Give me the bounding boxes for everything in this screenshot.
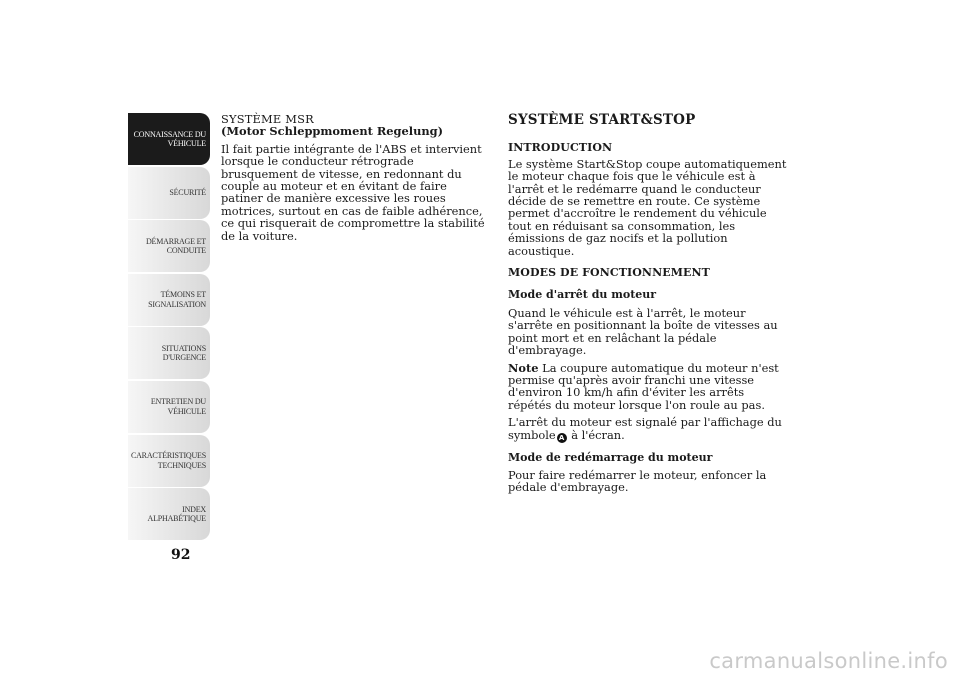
signal-paragraph [508, 416, 788, 442]
tab-index-alphabetique[interactable]: INDEX ALPHABÉTIQUE [128, 488, 210, 540]
chapter-sidebar [128, 113, 210, 542]
restart-mode-body: Pour faire redémarrer le moteur, enfoncer la pédale d'embrayage. [508, 467, 767, 495]
restart-mode-heading: Mode de redémarrage du moteur [508, 450, 713, 464]
stop-mode-body: Quand le véhicule est à l'arrêt, le moteur s'arrête en positionnant la boîte de vitesses au point mort et en relâchant la pédale d'embrayage. [508, 305, 778, 358]
tab-temoins-et-signalisation[interactable]: TÉMOINS ET SIGNALISATION [128, 274, 210, 326]
intro-heading: INTRODUCTION [508, 141, 613, 155]
note-label: Note [508, 360, 539, 375]
start-stop-symbol-icon: A [557, 433, 567, 443]
msr-subtitle-open: ( [221, 124, 227, 139]
watermark: carmanualsonline.info [709, 649, 948, 673]
page-number: 92 [171, 547, 191, 563]
start-stop-section [508, 114, 788, 499]
tab-caracteristiques-techniques[interactable]: CARACTÉRISTIQUES TECHNIQUES [128, 435, 210, 487]
modes-heading: MODES DE FONCTIONNEMENT [508, 266, 710, 280]
msr-subtitle [221, 125, 491, 137]
signal-text-after: à l'écran. [567, 427, 625, 442]
msr-subtitle-text: Motor Schleppmoment Regelung [226, 124, 438, 139]
tab-demarrage-et-conduite[interactable]: DÉMARRAGE ET CONDUITE [128, 220, 210, 272]
msr-body: Il fait partie intégrante de l'ABS et intervient lorsque le conducteur rétrograde brusquement de vitesse, en redonnant du couple au moteur et en évitant de faire patiner de manière excessive les roues motrices, surtout en cas de faible adhérence, ce qui risquerait de compromettre la stabilité de la voiture. [221, 141, 485, 243]
tab-situations-d-urgence[interactable]: SITUATIONS D'URGENCE [128, 327, 210, 379]
tab-securite[interactable]: SÉCURITÉ [128, 167, 210, 219]
msr-subtitle-close: ) [437, 124, 443, 139]
start-stop-title: SYSTÈME START&STOP [508, 112, 696, 128]
msr-title: SYSTÈME MSR [221, 112, 314, 126]
note-paragraph [508, 362, 788, 412]
stop-mode-heading: Mode d'arrêt du moteur [508, 288, 657, 302]
note-body: La coupure automatique du moteur n'est permise qu'après avoir franchi une vitesse d'environ 10 km/h afin d'éviter les arrêts répétés du moteur lorsque l'on roule au pas. [508, 360, 779, 412]
tab-connaissance-du-vehicule[interactable]: CONNAISSANCE DU VÉHICULE [128, 113, 210, 165]
tab-entretien-du-vehicule[interactable]: ENTRETIEN DU VÉHICULE [128, 381, 210, 433]
intro-body: Le système Start&Stop coupe automatiquement le moteur chaque fois que le véhicule est à l'arrêt et le redémarre quand le conducteur décide de se remettre en route. Ce système permet d'accroître le rendement du véhicule tout en réduisant sa consommation, les émissions de gaz nocifs et la pollution acoustique. [508, 156, 787, 258]
msr-section [221, 113, 491, 247]
signal-text-before: L'arrêt du moteur est signalé par l'affichage du symbole [508, 415, 782, 442]
